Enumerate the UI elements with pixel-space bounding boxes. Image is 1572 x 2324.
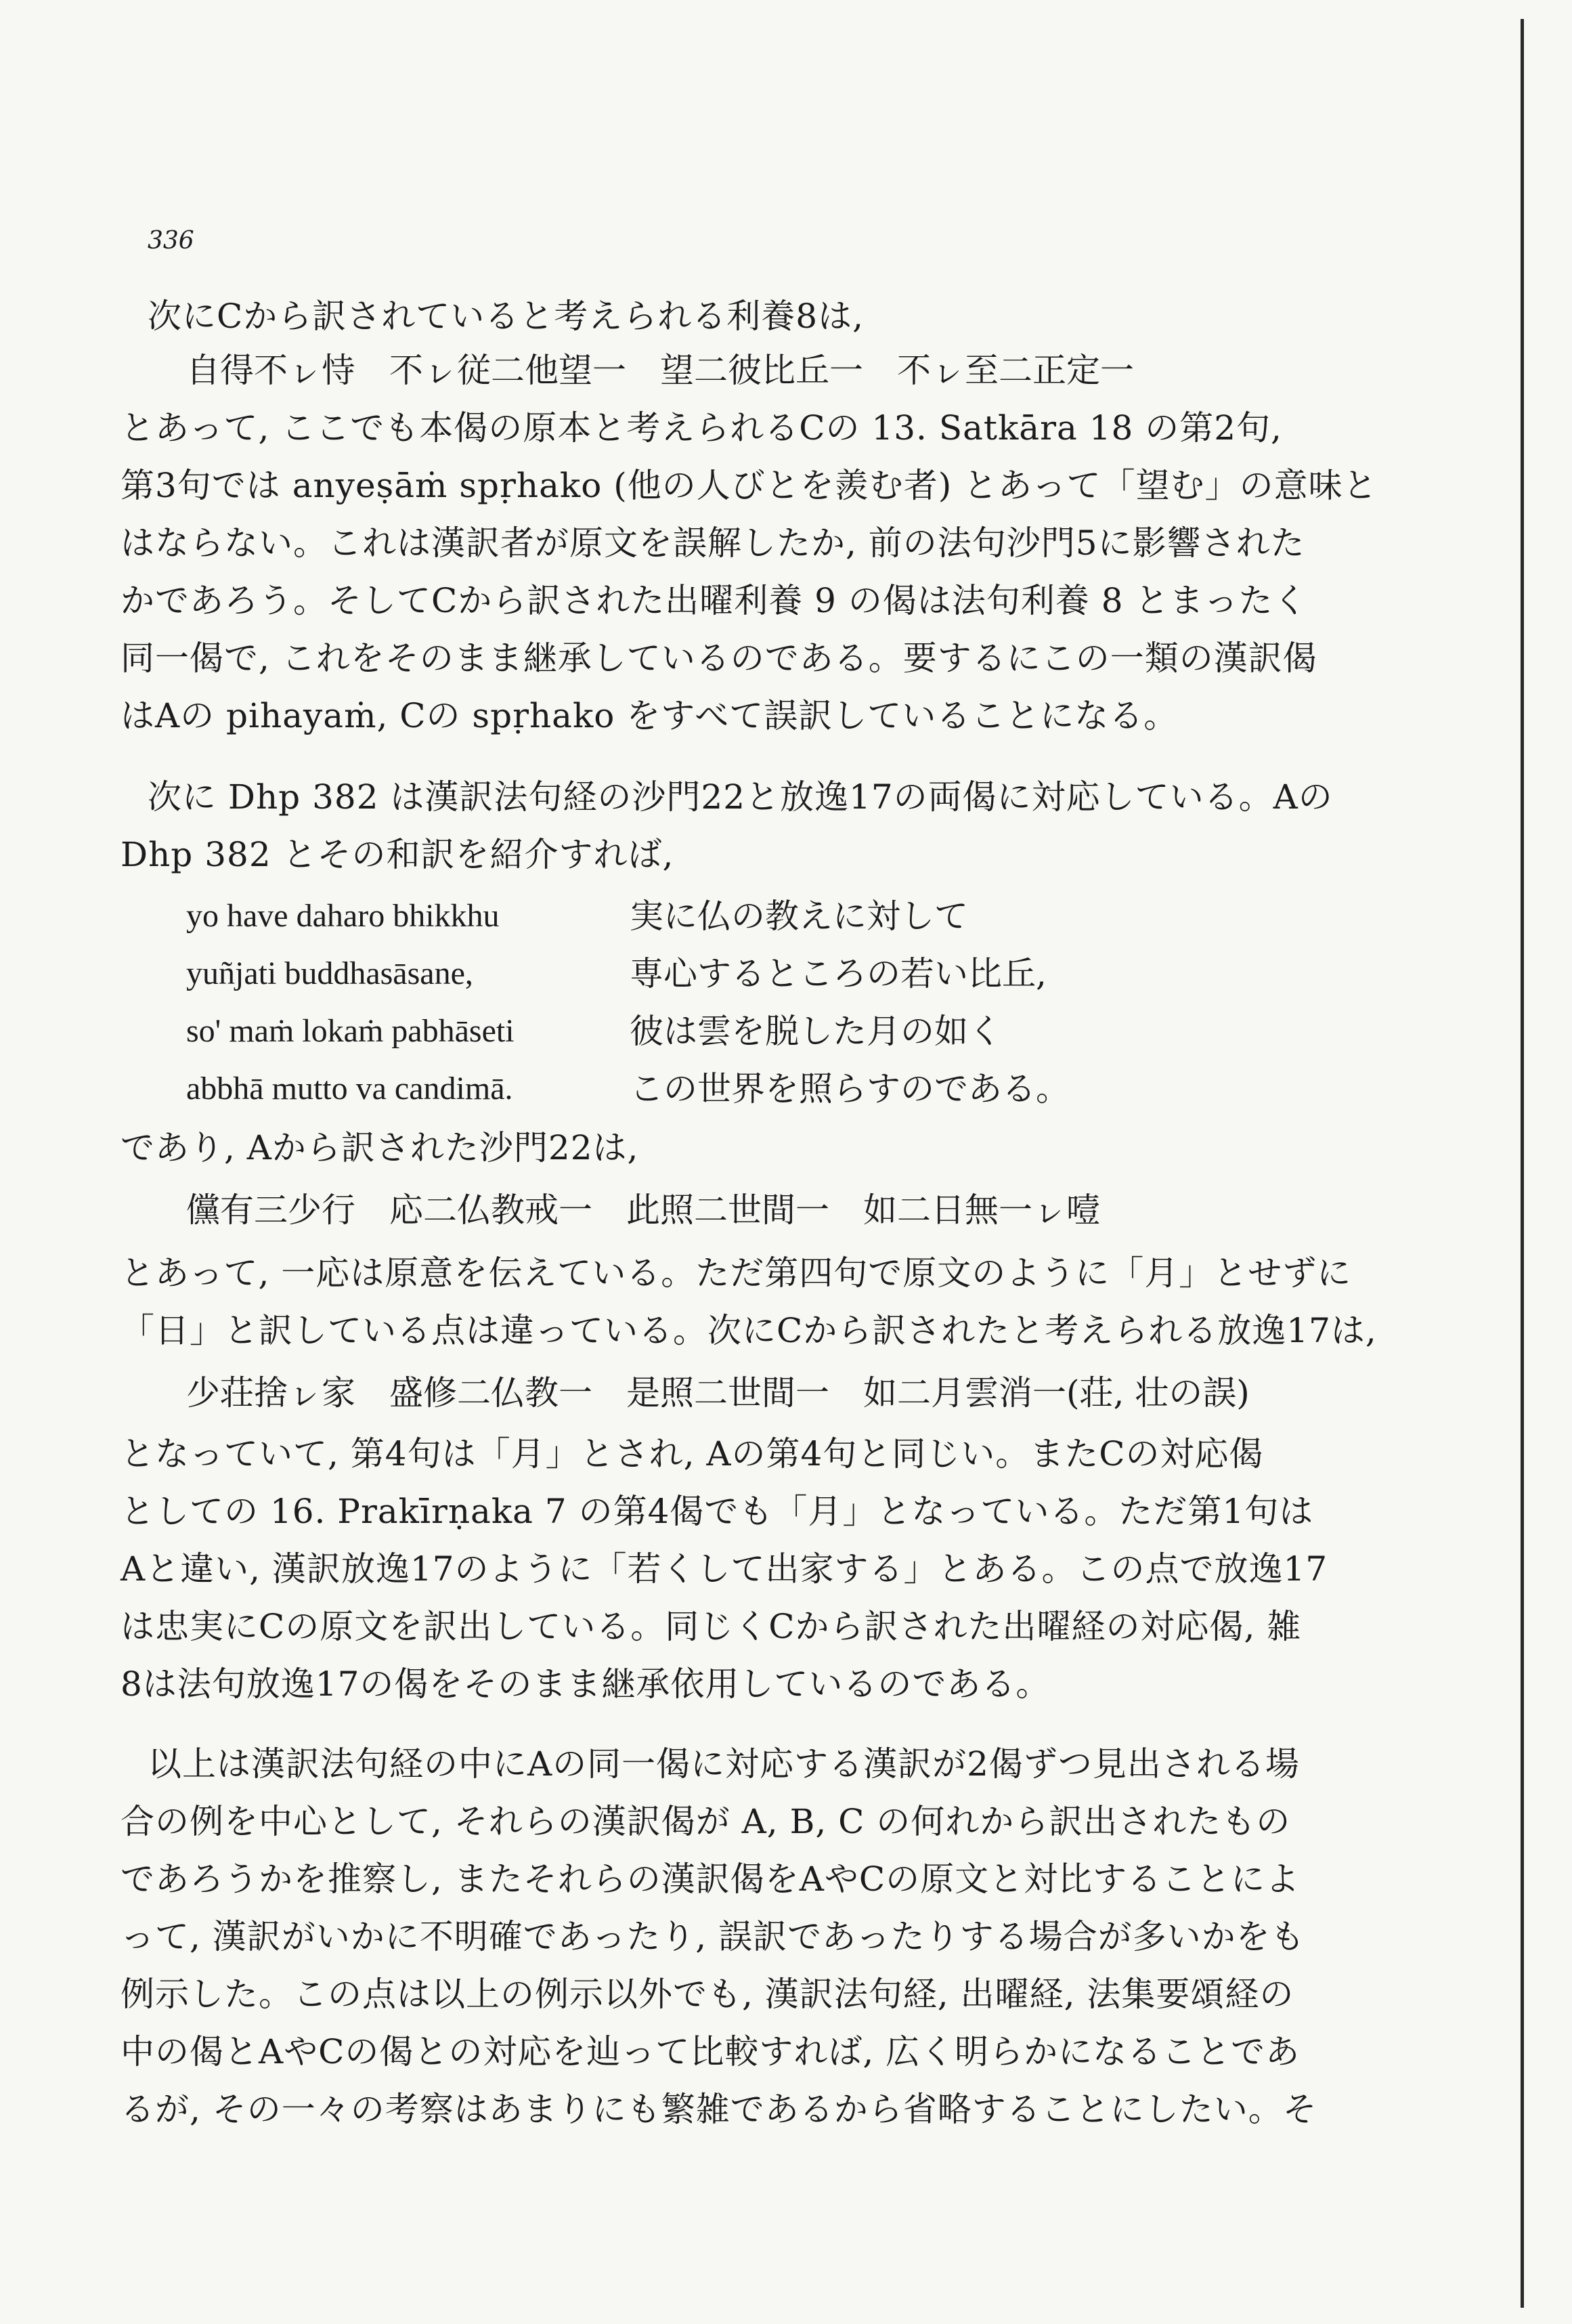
- pali-translation-line: 彼は雲を脱した月の如く: [630, 1012, 1002, 1051]
- verse-line: 儻有三少行 応二仏教戒一 此照二世間一 如二日無一ㇾ噎: [186, 1190, 1100, 1230]
- page-number: 336: [148, 227, 194, 255]
- text-line: 次に Dhp 382 は漢訳法句経の沙門22と放逸17の両偈に対応している。Aの: [148, 777, 1333, 817]
- text-line: は忠実にCの原文を訳出している。同じくCから訳された出曜経の対応偈, 雑: [121, 1607, 1302, 1646]
- verse-line: 自得不ㇾ恃 不ㇾ従二他望一 望二彼比丘一 不ㇾ至二正定一: [186, 351, 1134, 390]
- text-line: るが, その一々の考察はあまりにも繁雑であるから省略することにしたい。そ: [121, 2090, 1317, 2129]
- text-line: としての 16. Prakīrṇaka 7 の第4偈でも「月」となっている。ただ第1句は: [121, 1492, 1314, 1531]
- verse-line: 少荘捨ㇾ家 盛修二仏教一 是照二世間一 如二月雲消一(荘, 壮の誤): [186, 1373, 1250, 1413]
- text-line: 以上は漢訳法句経の中にAの同一偈に対応する漢訳が2偈ずつ見出される場: [148, 1744, 1300, 1784]
- pali-verse-line: so' maṁ lokaṁ pabhāseti: [186, 1013, 515, 1049]
- text-line: であり, Aから訳された沙門22は,: [121, 1128, 639, 1167]
- pali-translation-line: この世界を照らすのである。: [630, 1069, 1070, 1109]
- pali-verse-line: abbhā mutto va candimā.: [186, 1071, 513, 1106]
- pali-translation-line: 専心するところの若い比丘,: [630, 954, 1047, 993]
- text-line: とあって, ここでも本偈の原本と考えられるCの 13. Satkāra 18 の第2句,: [121, 408, 1282, 448]
- text-line: 例示した。この点は以上の例示以外でも, 漢訳法句経, 出曜経, 法集要頌経の: [121, 1975, 1294, 2014]
- text-line: とあって, 一応は原意を伝えている。ただ第四句で原文のように「月」とせずに: [121, 1253, 1352, 1293]
- pali-translation-line: 実に仏の教えに対して: [630, 897, 968, 936]
- text-line: であろうかを推察し, またそれらの漢訳偈をAやCの原文と対比することによ: [121, 1859, 1301, 1899]
- text-line: 「日」と訳している点は違っている。次にCから訳されたと考えられる放逸17は,: [121, 1311, 1377, 1350]
- text-line: となっていて, 第4句は「月」とされ, Aの第4句と同じい。またCの対応偈: [121, 1434, 1264, 1473]
- text-line: 中の偈とAやCの偈との対応を辿って比較すれば, 広く明らかになることであ: [121, 2032, 1301, 2071]
- page-edge-rule: [1521, 19, 1524, 2308]
- text-line: 8は法句放逸17の偈をそのまま継承依用しているのである。: [121, 1664, 1051, 1704]
- text-line: Aと違い, 漢訳放逸17のように「若くして出家する」とある。この点で放逸17: [121, 1549, 1328, 1589]
- text-line: はAの pihayaṁ, Cの spṛhako をすべて誤訳していることになる。: [121, 696, 1179, 735]
- pali-verse-line: yo have daharo bhikkhu: [186, 898, 500, 934]
- pali-verse-line: yuñjati buddhasāsane,: [186, 955, 473, 991]
- text-line: かであろう。そしてCから訳された出曜利養 9 の偈は法句利養 8 とまったく: [121, 581, 1308, 620]
- text-line: はならない。これは漢訳者が原文を誤解したか, 前の法句沙門5に影響された: [121, 523, 1305, 563]
- text-line: Dhp 382 とその和訳を紹介すれば,: [121, 835, 674, 874]
- text-line: 同一偈で, これをそのまま継承しているのである。要するにこの一類の漢訳偈: [121, 639, 1317, 678]
- text-line: って, 漢訳がいかに不明確であったり, 誤訳であったりする場合が多いかをも: [121, 1917, 1305, 1956]
- text-line: 合の例を中心として, それらの漢訳偈が A, B, C の何れから訳出されたもの: [121, 1802, 1291, 1841]
- text-line: 次にCから訳されていると考えられる利養8は,: [148, 297, 864, 336]
- text-line: 第3句では anyeṣāṁ spṛhako (他の人びとを羨む者) とあって「望む」の意味と: [121, 466, 1378, 505]
